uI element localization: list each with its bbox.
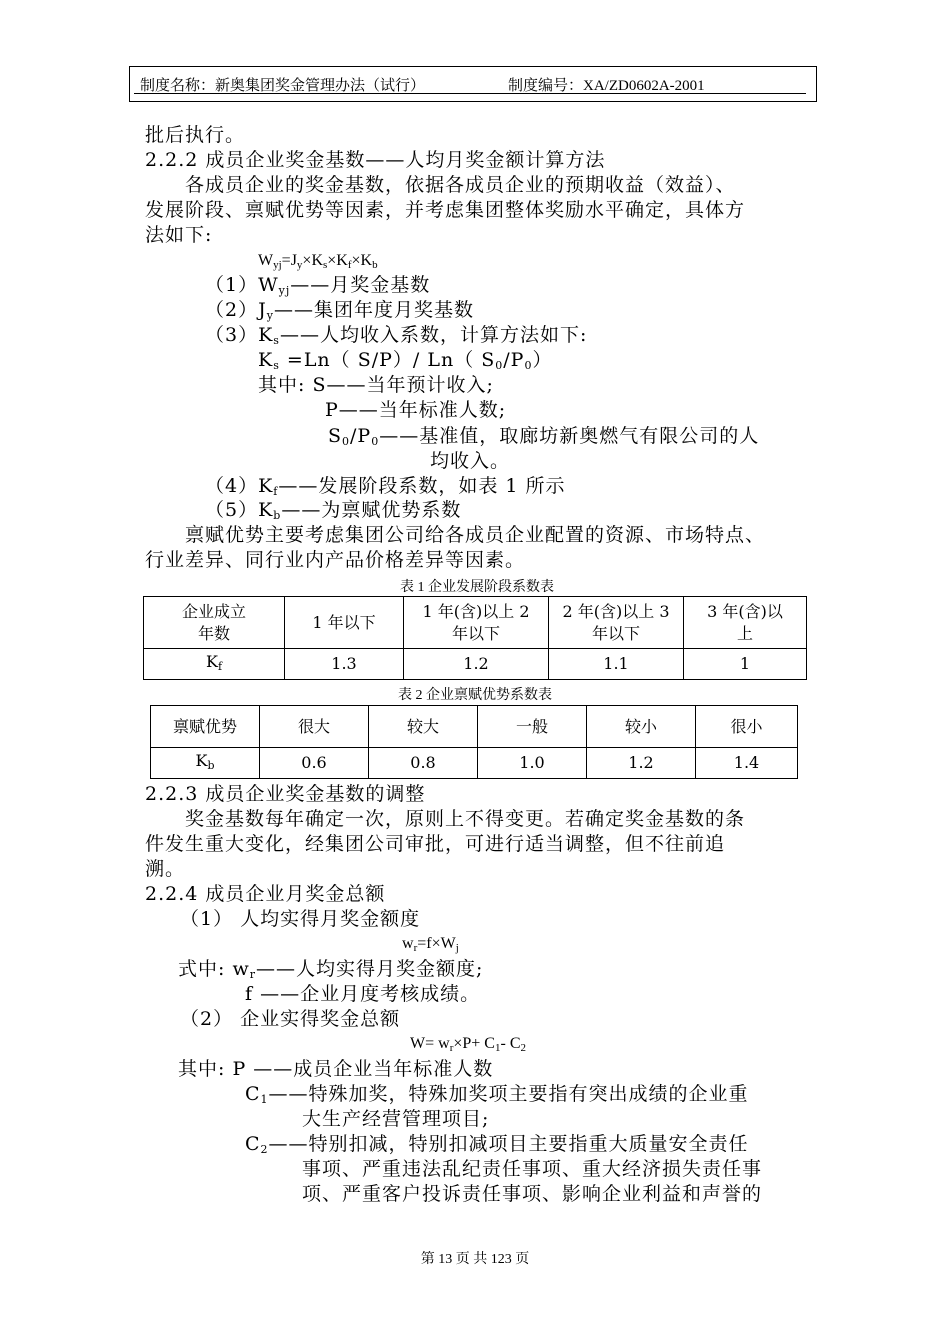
formula-w: $W= w_r\times P+ C_1-$ $C_2$ bbox=[410, 1035, 526, 1054]
formula-wyj: $W_{yj}=J_y\times K_s\times K_f\times K_b$ bbox=[258, 252, 378, 271]
table-cell: 0.8 bbox=[369, 748, 478, 779]
definition-item: 其中: S——当年预计收入; bbox=[258, 374, 494, 396]
table-endowment bbox=[150, 705, 798, 779]
paragraph-line: 行业差异、同行业内产品价格差异等因素。 bbox=[145, 549, 526, 571]
definition-item: $C_2——$特别扣减，特别扣减项目主要指重大质量安全责任 bbox=[245, 1133, 749, 1156]
paragraph-line: 件发生重大变化，经集团公司审批，可进行适当调整，但不往前追 bbox=[145, 833, 726, 855]
table-cell: 1.1 bbox=[549, 649, 684, 680]
paragraph-line: 法如下: bbox=[145, 224, 213, 246]
text-line: 批后执行。 bbox=[145, 124, 246, 146]
header-underline bbox=[134, 93, 806, 94]
definition-item: $(5)K_b——$为禀赋优势系数 bbox=[205, 499, 462, 522]
section-heading-2-2-2: 2.2.2 成员企业奖金基数——人均月奖金额计算方法 bbox=[145, 149, 606, 171]
definition-item: 事项、严重违法乱纪责任事项、重大经济损失责任事 bbox=[302, 1158, 763, 1180]
table-cell-kf: $K_f$ bbox=[144, 649, 285, 680]
paragraph-line: 溯。 bbox=[145, 858, 186, 880]
table1-caption: 表 1 企业发展阶段系数表 bbox=[400, 580, 554, 595]
formula-wr: $w_r=f\times W_j$ bbox=[402, 935, 459, 954]
section-heading-2-2-3: 2.2.3 成员企业奖金基数的调整 bbox=[145, 783, 426, 805]
table-header-cell: 2 年(含)以上 3 年以下 bbox=[549, 597, 684, 649]
definition-item: 式中: $w_r——$人均实得月奖金额度; bbox=[178, 958, 484, 981]
table-header-cell: 禀赋优势 bbox=[151, 706, 260, 748]
definition-item: $(4)K_f——$发展阶段系数，如表 1 所示 bbox=[205, 475, 566, 498]
regulation-code: 制度编号：XA/ZD0602A-2001 bbox=[508, 78, 705, 94]
table-header-cell: 1 年(含)以上 2 年以下 bbox=[404, 597, 549, 649]
table-header-cell: 较小 bbox=[587, 706, 696, 748]
table-cell: 1.2 bbox=[587, 748, 696, 779]
section-heading-2-2-4: 2.2.4 成员企业月奖金总额 bbox=[145, 883, 386, 905]
table-header-cell: 1 年以下 bbox=[285, 597, 404, 649]
table-cell: 1 bbox=[684, 649, 807, 680]
table-cell: 0.6 bbox=[260, 748, 369, 779]
definition-item: $C_1——$特殊加奖，特殊加奖项主要指有突出成绩的企业重 bbox=[245, 1083, 749, 1106]
table-header-cell: 3 年(含)以 上 bbox=[684, 597, 807, 649]
page-footer: 第 13 页 共 123 页 bbox=[420, 1252, 530, 1267]
paragraph-line: 各成员企业的奖金基数，依据各成员企业的预期收益（效益）、 bbox=[185, 174, 736, 196]
table-header-cell: 较大 bbox=[369, 706, 478, 748]
table-header-cell: 企业成立 年数 bbox=[144, 597, 285, 649]
definition-item: 其中: P ——成员企业当年标准人数 bbox=[178, 1058, 494, 1080]
table-cell-kb: $K_b$ bbox=[151, 748, 260, 779]
formula-ks: $K_s =Ln$（ S/P）/ Ln（ $S_0/P_0$） bbox=[258, 349, 553, 372]
table-header-cell: 很大 bbox=[260, 706, 369, 748]
definition-item: 项、严重客户投诉责任事项、影响企业利益和声誉的 bbox=[302, 1183, 763, 1205]
definition-item: $(3)K_s——$人均收入系数，计算方法如下: bbox=[205, 324, 588, 347]
definition-item: $S_0/P_0——$基准值，取廊坊新奥燃气有限公司的人 bbox=[328, 425, 760, 448]
table-cell: 1.2 bbox=[404, 649, 549, 680]
page-header bbox=[129, 66, 817, 102]
table-header-cell: 一般 bbox=[478, 706, 587, 748]
table2-caption: 表 2 企业禀赋优势系数表 bbox=[398, 688, 552, 703]
table-cell: 1.4 bbox=[696, 748, 798, 779]
table-development-stage bbox=[143, 596, 807, 680]
definition-item: 均收入。 bbox=[430, 450, 511, 472]
paragraph-line: 发展阶段、禀赋优势等因素，并考虑集团整体奖励水平确定，具体方 bbox=[145, 199, 746, 221]
subheading: （1） 人均实得月奖金额度 bbox=[180, 908, 421, 930]
definition-item: 大生产经营管理项目; bbox=[302, 1108, 490, 1130]
definition-item: f ——企业月度考核成绩。 bbox=[245, 983, 481, 1005]
regulation-name: 制度名称：新奥集团奖金管理办法（试行） bbox=[140, 78, 426, 94]
table-cell: 1.0 bbox=[478, 748, 587, 779]
paragraph-line: 禀赋优势主要考虑集团公司给各成员企业配置的资源、市场特点、 bbox=[185, 524, 766, 546]
paragraph-line: 奖金基数每年确定一次，原则上不得变更。若确定奖金基数的条 bbox=[185, 808, 746, 830]
subheading: （2） 企业实得奖金总额 bbox=[180, 1008, 401, 1030]
definition-item: $(2)J_y——$集团年度月奖基数 bbox=[205, 299, 474, 322]
table-cell: 1.3 bbox=[285, 649, 404, 680]
definition-item: $(1)W_{yj}——$月奖金基数 bbox=[205, 274, 431, 297]
table-header-cell: 很小 bbox=[696, 706, 798, 748]
definition-item: P——当年标准人数; bbox=[325, 399, 507, 421]
